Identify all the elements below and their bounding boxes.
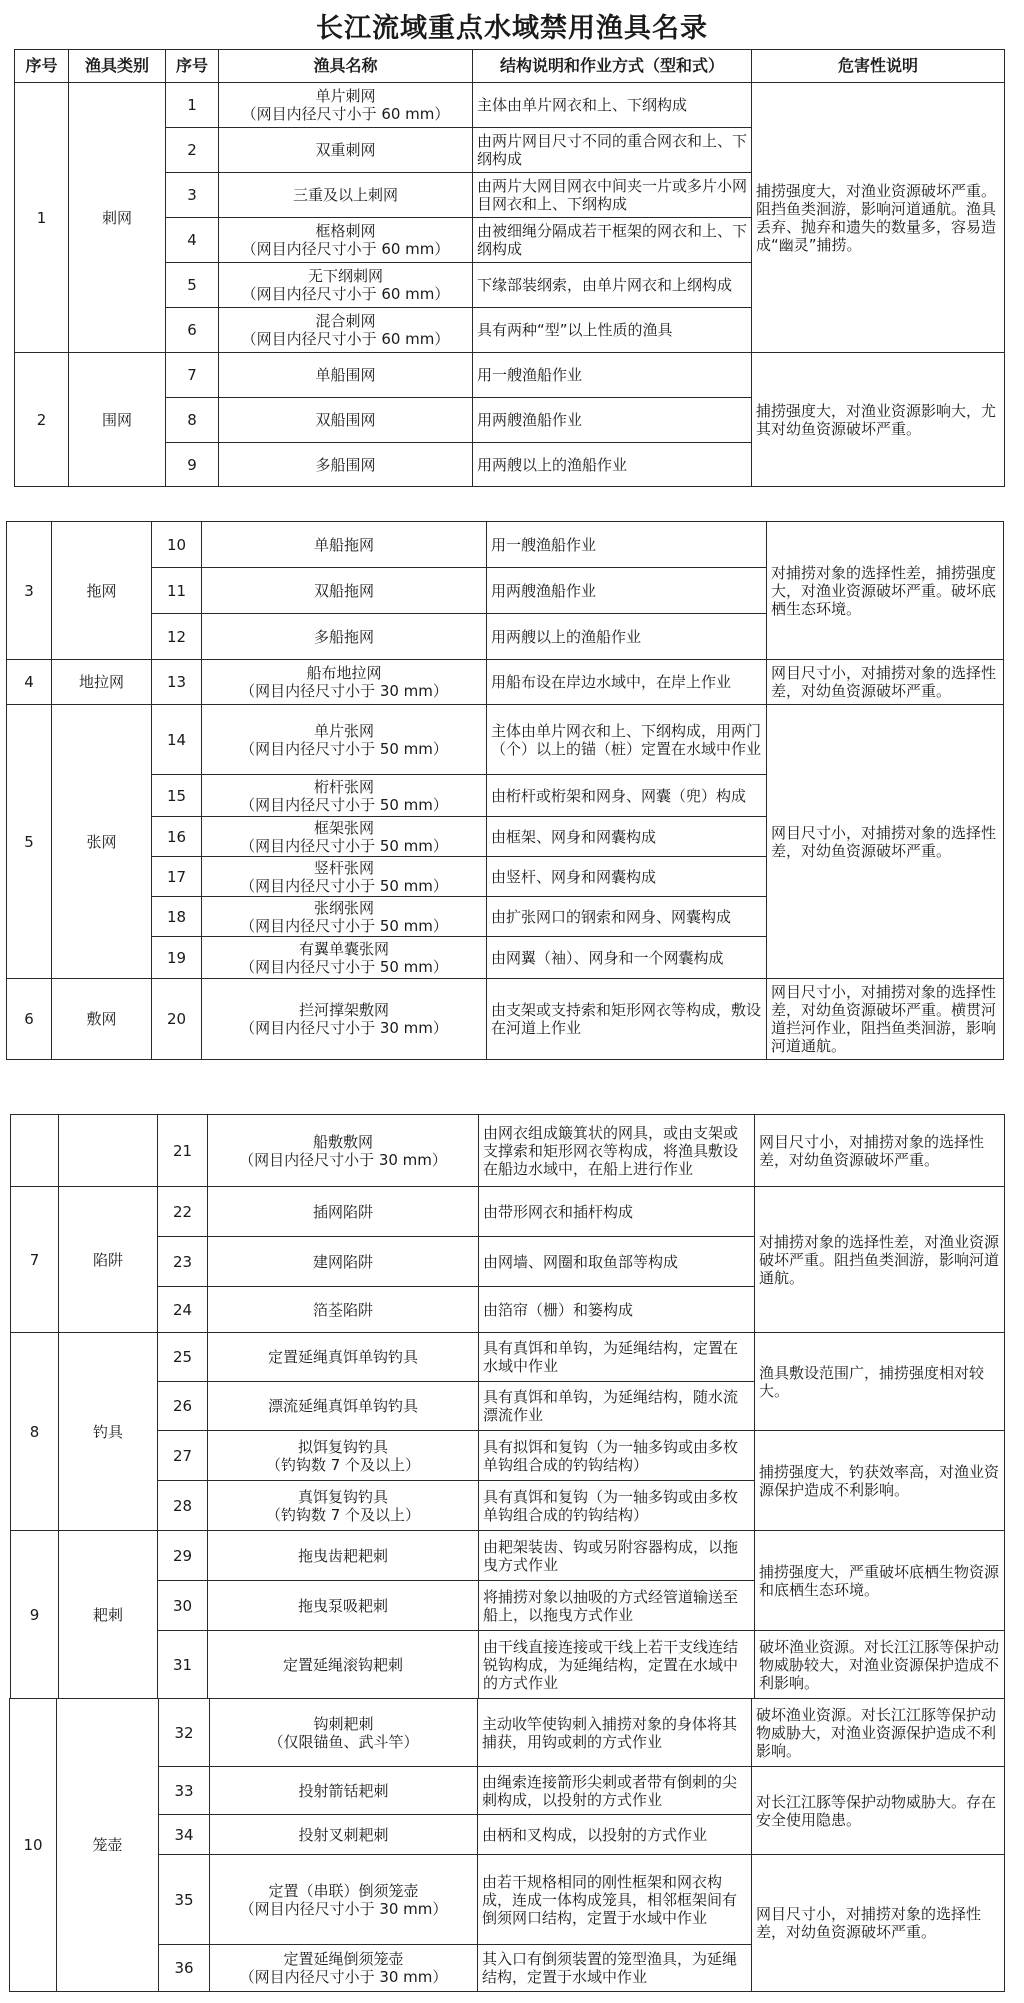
item-name: 双船拖网 bbox=[313, 581, 374, 600]
category-hazard: 捕捞强度大，严重破坏底栖生物资源和底栖生态环境。 bbox=[755, 1531, 1005, 1631]
item-no: 10 bbox=[152, 522, 202, 568]
category-name: 敷网 bbox=[52, 979, 152, 1060]
table-segment-1 bbox=[14, 49, 1005, 487]
item-note: （网目内径尺寸小于 60 mm） bbox=[241, 330, 450, 348]
item-structure: 将捕捞对象以抽吸的方式经管道输送至船上，以拖曳方式作业 bbox=[479, 1581, 755, 1631]
item-note: （网目内径尺寸小于 50 mm） bbox=[240, 836, 448, 855]
item-name: 真饵复钩钓具 bbox=[297, 1487, 388, 1506]
item-no: 1 bbox=[166, 83, 219, 128]
page-title: 长江流域重点水域禁用渔具名录 bbox=[316, 13, 708, 44]
item-structure: 由网墙、网圈和取鱼部等构成 bbox=[479, 1237, 755, 1287]
item-structure: 由桁杆或桁架和网身、网囊（兜）构成 bbox=[487, 775, 767, 817]
header-hazard: 危害性说明 bbox=[752, 50, 1005, 83]
item-no: 9 bbox=[166, 443, 219, 487]
item-structure: 由绳索连接箭形尖刺或者带有倒刺的尖刺构成，以投射的方式作业 bbox=[478, 1767, 752, 1815]
item-name: 单船围网 bbox=[315, 366, 376, 384]
item-name: 框架张网 bbox=[313, 818, 374, 837]
item-no: 14 bbox=[152, 705, 202, 775]
item-name: 定置延绳倒须笼壶 bbox=[283, 1950, 404, 1968]
category-hazard: 破坏渔业资源。对长江江豚等保护动物威胁大，对渔业资源保护造成不利影响。 bbox=[752, 1699, 1005, 1767]
item-note: （网目内径尺寸小于 50 mm） bbox=[240, 916, 448, 935]
item-name: 双重刺网 bbox=[315, 141, 376, 159]
item-structure: 其入口有倒须装置的笼型渔具，为延绳结构，定置于水域中作业 bbox=[478, 1945, 752, 1992]
item-no: 27 bbox=[158, 1431, 208, 1481]
item-name: 定置延绳滚钩耙刺 bbox=[282, 1655, 403, 1674]
table-row bbox=[10, 1855, 1005, 1945]
category-name: 张网 bbox=[52, 705, 152, 979]
item-name: 桁杆张网 bbox=[313, 777, 374, 796]
category-no: 2 bbox=[15, 353, 69, 487]
item-no: 20 bbox=[152, 979, 202, 1060]
item-structure: 主体由单片网衣和上、下纲构成，用两门（个）以上的锚（桩）定置在水域中作业 bbox=[487, 705, 767, 775]
item-name: 建网陷阱 bbox=[312, 1252, 373, 1271]
category-hazard: 渔具敷设范围广，捕捞强度相对较大。 bbox=[755, 1333, 1005, 1431]
item-no: 34 bbox=[159, 1815, 210, 1855]
item-structure: 由两片大网目网衣中间夹一片或多片小网目网衣和上、下纲构成 bbox=[473, 173, 752, 218]
table-segment-3 bbox=[10, 1114, 1005, 1699]
item-structure: 由网翼（袖）、网身和一个网囊构成 bbox=[487, 937, 767, 979]
category-name: 耙刺 bbox=[59, 1531, 158, 1699]
item-name: 拖曳泵吸耙刺 bbox=[297, 1596, 388, 1615]
item-structure: 由竖杆、网身和网囊构成 bbox=[487, 857, 767, 897]
category-hazard-2: 对长江江豚等保护动物威胁大。存在安全使用隐患。 bbox=[752, 1767, 1005, 1855]
table-row bbox=[7, 522, 1004, 568]
item-note: （钓钩数 7 个及以上） bbox=[265, 1505, 421, 1524]
item-no: 13 bbox=[152, 660, 202, 705]
item-no: 15 bbox=[152, 775, 202, 817]
category-hazard: 对捕捞对象的选择性差，对渔业资源破坏严重。阻挡鱼类洄游，影响河道通航。 bbox=[755, 1187, 1005, 1333]
item-no: 22 bbox=[158, 1187, 208, 1237]
item-name: 漂流延绳真饵单钩钓具 bbox=[267, 1397, 418, 1415]
item-name: 拟饵复钩钓具 bbox=[297, 1437, 388, 1456]
item-structure: 主动收竿使钩刺入捕捞对象的身体将其捕获，用钩或刺的方式作业 bbox=[478, 1699, 752, 1767]
item-structure: 用两艘以上的渔船作业 bbox=[487, 614, 767, 660]
item-no: 31 bbox=[158, 1631, 208, 1699]
item-name: 混合刺网 bbox=[315, 312, 376, 330]
item-structure: 下缘部装纲索，由单片网衣和上纲构成 bbox=[473, 263, 752, 308]
category-hazard: 网目尺寸小，对捕捞对象的选择性差，对幼鱼资源破坏严重。 bbox=[755, 1115, 1005, 1187]
header-gear-name: 渔具名称 bbox=[219, 50, 473, 83]
item-name: 张纲张网 bbox=[313, 898, 374, 917]
item-structure: 具有拟饵和复钩（为一轴多钩或由多枚单钩组合成的钓钩结构） bbox=[479, 1431, 755, 1481]
category-hazard: 网目尺寸小，对捕捞对象的选择性差，对幼鱼资源破坏严重。横贯河道拦河作业，阻挡鱼类洄游，影响河道通航。 bbox=[767, 979, 1004, 1060]
item-name: 拦河撑架敷网 bbox=[298, 1001, 389, 1019]
item-note: （网目内径尺寸小于 50 mm） bbox=[240, 957, 448, 976]
item-no: 3 bbox=[166, 173, 219, 218]
header-item-no: 序号 bbox=[166, 50, 219, 83]
category-no: 6 bbox=[7, 979, 52, 1060]
table-row bbox=[7, 660, 1004, 705]
item-name: 无下纲刺网 bbox=[307, 267, 383, 285]
category-no: 10 bbox=[10, 1699, 57, 1992]
item-name: 双船围网 bbox=[315, 411, 376, 429]
category-name: 笼壶 bbox=[57, 1699, 159, 1992]
header-no: 序号 bbox=[15, 50, 69, 83]
item-structure: 由扩张网口的钢索和网身、网囊构成 bbox=[487, 897, 767, 937]
table-row bbox=[11, 1531, 1005, 1581]
item-structure: 由若干规格相同的刚性框架和网衣构成，连成一体构成笼具，相邻框架间有倒须网口结构，定置于水域中作业 bbox=[478, 1855, 752, 1945]
item-no: 17 bbox=[152, 857, 202, 897]
category-no: 8 bbox=[11, 1333, 59, 1531]
item-no: 5 bbox=[166, 263, 219, 308]
header-structure: 结构说明和作业方式（型和式） bbox=[473, 50, 752, 83]
item-structure: 由耙架装齿、钩或另附容器构成，以拖曳方式作业 bbox=[479, 1531, 755, 1581]
item-no: 16 bbox=[152, 817, 202, 857]
item-name: 插网陷阱 bbox=[312, 1202, 373, 1221]
table-row bbox=[11, 1333, 1005, 1382]
item-structure: 用一艘渔船作业 bbox=[473, 353, 752, 398]
item-no: 28 bbox=[158, 1481, 208, 1531]
item-structure: 由被细绳分隔成若干框架的网衣和上、下纲构成 bbox=[473, 218, 752, 263]
item-structure: 用两艘渔船作业 bbox=[473, 398, 752, 443]
item-note: （网目内径尺寸小于 30 mm） bbox=[239, 1968, 448, 1986]
item-note: （钓钩数 7 个及以上） bbox=[265, 1455, 421, 1474]
category-name: 刺网 bbox=[69, 83, 166, 353]
table-row bbox=[11, 1187, 1005, 1237]
item-structure: 具有真饵和复钩（为一轴多钩或由多枚单钩组合成的钓钩结构） bbox=[479, 1481, 755, 1531]
item-note: （仅限锚鱼、武斗竿） bbox=[268, 1732, 419, 1751]
category-hazard: 捕捞强度大，对渔业资源破坏严重。阻挡鱼类洄游，影响河道通航。渔具丢弃、抛弃和遗失的数量多，容易造成“幽灵”捕捞。 bbox=[752, 83, 1005, 353]
table-row bbox=[11, 1115, 1005, 1187]
item-structure: 用船布设在岸边水域中，在岸上作业 bbox=[487, 660, 767, 705]
item-note: （网目内径尺寸小于 50 mm） bbox=[240, 739, 448, 758]
item-no: 4 bbox=[166, 218, 219, 263]
item-no: 2 bbox=[166, 128, 219, 173]
item-structure: 主体由单片网衣和上、下纲构成 bbox=[473, 83, 752, 128]
item-name: 船敷敷网 bbox=[312, 1132, 373, 1151]
item-structure: 由支架或支持索和矩形网衣等构成，敷设在河道上作业 bbox=[487, 979, 767, 1060]
item-no: 25 bbox=[158, 1333, 208, 1382]
category-no: 1 bbox=[15, 83, 69, 353]
item-no: 26 bbox=[158, 1382, 208, 1431]
item-no: 6 bbox=[166, 308, 219, 353]
category-hazard: 网目尺寸小，对捕捞对象的选择性差，对幼鱼资源破坏严重。 bbox=[767, 660, 1004, 705]
table-row bbox=[10, 1767, 1005, 1815]
category-no: 3 bbox=[7, 522, 52, 660]
item-note: （网目内径尺寸小于 50 mm） bbox=[240, 876, 448, 895]
category-no-blank bbox=[11, 1115, 59, 1187]
item-note: （网目内径尺寸小于 30 mm） bbox=[240, 682, 448, 700]
item-structure: 用一艘渔船作业 bbox=[487, 522, 767, 568]
category-hazard: 捕捞强度大，对渔业资源影响大，尤其对幼鱼资源破坏严重。 bbox=[752, 353, 1005, 487]
item-structure: 由网衣组成簸箕状的网具，或由支架或支撑索和矩形网衣等构成，将渔具敷设在船边水域中，在船上进行作业 bbox=[479, 1115, 755, 1187]
item-name: 定置（串联）倒须笼壶 bbox=[268, 1881, 419, 1900]
item-note: （网目内径尺寸小于 30 mm） bbox=[240, 1019, 448, 1037]
item-name: 三重及以上刺网 bbox=[292, 186, 398, 204]
item-name: 单船拖网 bbox=[313, 535, 374, 554]
item-name: 箔荃陷阱 bbox=[312, 1300, 373, 1319]
category-hazard: 对捕捞对象的选择性差，捕捞强度大，对渔业资源破坏严重。破坏底栖生态环境。 bbox=[767, 522, 1004, 660]
item-note: （网目内径尺寸小于 60 mm） bbox=[241, 105, 450, 123]
table-row bbox=[15, 83, 1005, 128]
table-row bbox=[7, 705, 1004, 775]
item-note: （网目内径尺寸小于 30 mm） bbox=[239, 1150, 447, 1169]
item-name: 多船围网 bbox=[315, 455, 376, 474]
item-name: 船布地拉网 bbox=[306, 664, 382, 682]
item-note: （网目内径尺寸小于 50 mm） bbox=[240, 795, 448, 814]
category-hazard-2: 捕捞强度大，钓获效率高，对渔业资源保护造成不利影响。 bbox=[755, 1431, 1005, 1531]
item-no: 18 bbox=[152, 897, 202, 937]
category-name: 地拉网 bbox=[52, 660, 152, 705]
category-name-blank bbox=[59, 1115, 158, 1187]
item-name: 投射箭铦耙刺 bbox=[298, 1781, 389, 1800]
item-structure: 由两片网目尺寸不同的重合网衣和上、下纲构成 bbox=[473, 128, 752, 173]
item-structure: 用两艘以上的渔船作业 bbox=[473, 443, 752, 487]
category-no: 7 bbox=[11, 1187, 59, 1333]
item-no: 11 bbox=[152, 568, 202, 614]
item-no: 30 bbox=[158, 1581, 208, 1631]
item-name: 钩刺耙刺 bbox=[313, 1714, 374, 1733]
item-name: 拖曳齿耙耙刺 bbox=[297, 1546, 388, 1565]
item-no: 32 bbox=[159, 1699, 210, 1767]
table-row bbox=[15, 353, 1005, 398]
category-hazard-2: 破坏渔业资源。对长江江豚等保护动物威胁较大，对渔业资源保护造成不利影响。 bbox=[755, 1631, 1005, 1699]
category-hazard-3: 网目尺寸小，对捕捞对象的选择性差，对幼鱼资源破坏严重。 bbox=[752, 1855, 1005, 1992]
item-no: 33 bbox=[159, 1767, 210, 1815]
table-row bbox=[7, 979, 1004, 1060]
item-name: 多船拖网 bbox=[313, 627, 374, 646]
category-name: 陷阱 bbox=[59, 1187, 158, 1333]
item-name: 有翼单囊张网 bbox=[298, 939, 389, 958]
item-no: 29 bbox=[158, 1531, 208, 1581]
item-structure: 具有两种“型”以上性质的渔具 bbox=[473, 308, 752, 353]
item-name: 竖杆张网 bbox=[313, 858, 374, 877]
item-name: 框格刺网 bbox=[315, 222, 376, 240]
item-no: 7 bbox=[166, 353, 219, 398]
table-header-row bbox=[15, 50, 1005, 83]
item-name: 单片刺网 bbox=[315, 87, 376, 105]
item-no: 23 bbox=[158, 1237, 208, 1287]
item-note: （网目内径尺寸小于 60 mm） bbox=[241, 240, 450, 258]
item-name: 投射叉刺耙刺 bbox=[298, 1825, 389, 1844]
category-name: 钓具 bbox=[59, 1333, 158, 1531]
category-no: 4 bbox=[7, 660, 52, 705]
table-segment-2 bbox=[6, 521, 1004, 1060]
item-name: 单片张网 bbox=[313, 721, 374, 740]
item-no: 21 bbox=[158, 1115, 208, 1187]
item-structure: 具有真饵和单钩，为延绳结构，随水流漂流作业 bbox=[479, 1382, 755, 1431]
table-segment-4 bbox=[9, 1698, 1005, 1992]
item-no: 35 bbox=[159, 1855, 210, 1945]
category-name: 拖网 bbox=[52, 522, 152, 660]
category-no: 9 bbox=[11, 1531, 59, 1699]
header-category: 渔具类别 bbox=[69, 50, 166, 83]
item-no: 24 bbox=[158, 1287, 208, 1333]
item-no: 19 bbox=[152, 937, 202, 979]
item-structure: 具有真饵和单钩，为延绳结构，定置在水域中作业 bbox=[479, 1333, 755, 1382]
item-structure: 用两艘渔船作业 bbox=[487, 568, 767, 614]
item-structure: 由柄和叉构成，以投射的方式作业 bbox=[478, 1815, 752, 1855]
table-row bbox=[11, 1631, 1005, 1699]
item-no: 12 bbox=[152, 614, 202, 660]
item-no: 8 bbox=[166, 398, 219, 443]
item-name: 定置延绳真饵单钩钓具 bbox=[267, 1348, 418, 1366]
item-note: （网目内径尺寸小于 30 mm） bbox=[239, 1899, 448, 1918]
item-structure: 由框架、网身和网囊构成 bbox=[487, 817, 767, 857]
category-hazard: 网目尺寸小，对捕捞对象的选择性差，对幼鱼资源破坏严重。 bbox=[767, 705, 1004, 979]
table-row bbox=[11, 1431, 1005, 1481]
item-structure: 由箔帘（栅）和篓构成 bbox=[479, 1287, 755, 1333]
category-name: 围网 bbox=[69, 353, 166, 487]
item-note: （网目内径尺寸小于 60 mm） bbox=[241, 285, 450, 303]
category-no: 5 bbox=[7, 705, 52, 979]
item-no: 36 bbox=[159, 1945, 210, 1992]
item-structure: 由干线直接连接或干线上若干支线连结锐钩构成，为延绳结构，定置在水域中的方式作业 bbox=[479, 1631, 755, 1699]
table-row bbox=[10, 1699, 1005, 1767]
item-structure: 由带形网衣和插杆构成 bbox=[479, 1187, 755, 1237]
